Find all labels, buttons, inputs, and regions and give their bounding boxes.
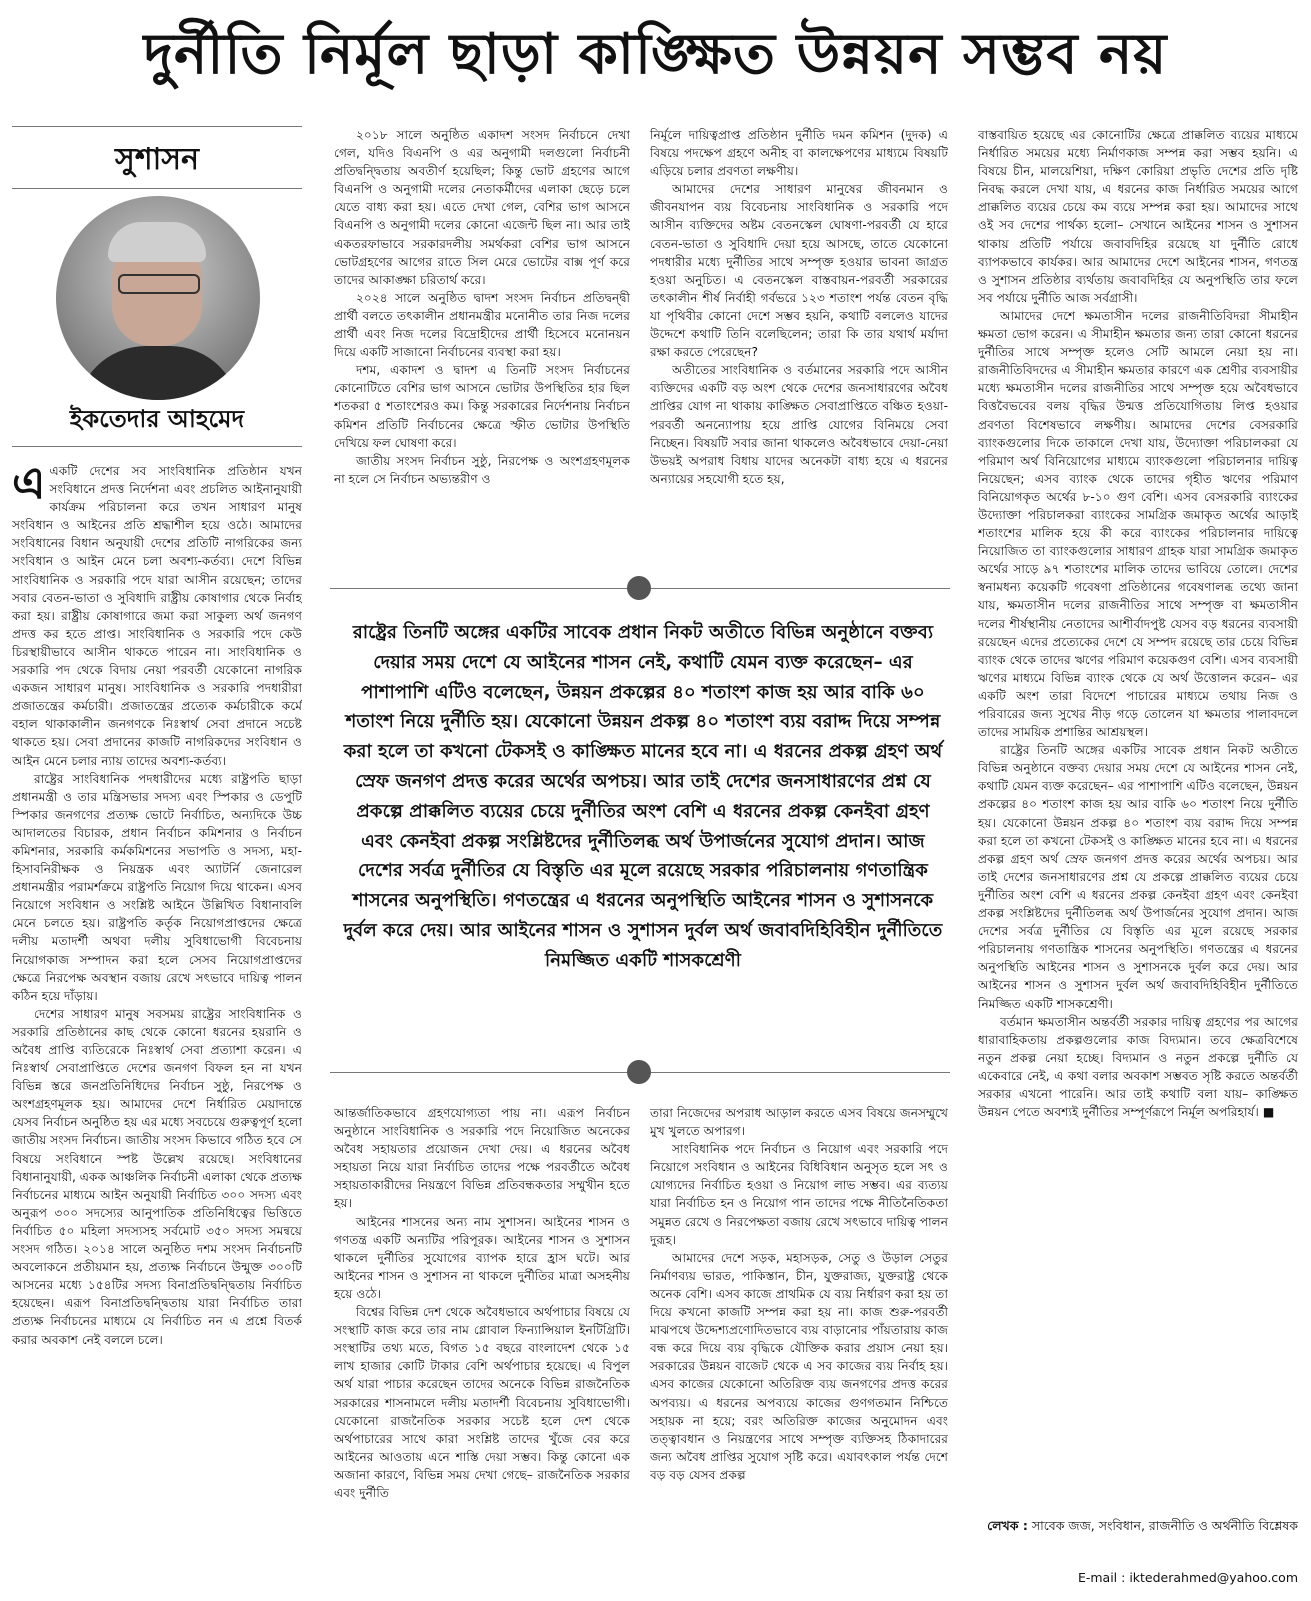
paragraph: জাতীয় সংসদ নির্বাচন সুষ্ঠু, নিরপেক্ষ ও অংশগ্রহণমূলক না হলে সে নির্বাচন অভ্যন্তরীণ ও [334, 453, 630, 486]
paragraph: ২০২৪ সালে অনুষ্ঠিত দ্বাদশ সংসদ নির্বাচন প্রতিদ্বন্দ্বী প্রার্থী বলতে তৎকালীন প্রধানমন্ত্রীর মনোনীত তার নিজ দলের প্রার্থী এবং নিজ দলের বিদ্রোহীদের প্রার্থী হিসেবে মনোনয়ন দিয়ে একটি সাজানো নির্বাচনের ব্যবস্থা করা হয়। [334, 290, 630, 360]
paragraph: ২০১৮ সালে অনুষ্ঠিত একাদশ সংসদ নির্বাচনে দেখা গেল, যদিও বিএনপি ও এর অনুগামী দলগুলো নির্বাচনী প্রতিদ্বন্দ্বিতায় অবতীর্ণ হয়েছিল; কিন্তু ভোট গ্রহণের আগে বিএনপি ও অনুগামী দলের নেতাকর্মীদের এলাকা ছেড়ে চলে যেতে বাধ্য করা হয়। এতে দেখা গেল, বেশির ভাগ আসনে বিএনপি ও অনুগামী দলের কোনো এজেন্ট ছিল না। আর তাই একতরফাভাবে সরকারদলীয় সমর্থকরা বেশির ভাগ আসনে ভোটগ্রহণের আগের রাতে সিল মেরে ভোটের বাক্স পূর্ণ করে তাদের আকাঙ্ক্ষা চরিতার্থ করে। [334, 128, 630, 287]
column-1 [12, 462, 302, 1594]
column-2-bottom [334, 1104, 630, 1594]
column-2-top [334, 126, 630, 560]
author-email: E-mail : iktederahmed@yahoo.com [1077, 1570, 1298, 1585]
paragraph: আমাদের দেশে ক্ষমতাসীন দলের রাজনীতিবিদরা সীমাহীন ক্ষমতা ভোগ করেন। এ সীমাহীন ক্ষমতার জন্য তারা কোনো ধরনের দুর্নীতির সাথে সম্পৃক্ত হলেও সেটি আমলে নেয়া হয় না। রাজনীতিবিদদের এ সীমাহীন ক্ষমতার কারণে এক শ্রেণীর ব্যবসায়ীর মধ্যে ক্ষমতাসীন দলের রাজনীতির সাথে সম্পৃক্ত হয়ে অবৈধভাবে বিত্তবৈভবের বলয় বৃদ্ধির উন্মত্ত প্রতিযোগিতায় লিপ্ত হওয়ার প্রবণতা বিশেষভাবে লক্ষণীয়। আমাদের দেশের বেসরকারি ব্যাংকগুলোর দিকে তাকালে দেখা যায়, উদ্যোক্তা পরিচালকরা যে পরিমাণ অর্থ বিনিয়োগের মাধ্যমে ব্যাংকগুলো পরিচালনার দায়িত্ব নিয়েছেন; এসব ব্যাংক থেকে তাদের গৃহীত ঋণের পরিমাণ বিনিয়োগকৃত অর্থের ৮-১০ গুণ বেশি। এসব বেসরকারি ব্যাংকের উদ্যোক্তা পরিচালকরা ব্যাংকের সামগ্রিক জমাকৃত অর্থের আড়াই শতাংশের মালিক হয়ে কী করে ব্যাংকের পরিচালনার দায়িত্বে নিয়োজিত তা ব্যাংকগুলোর সাধারণ গ্রাহক যারা সামগ্রিক জমাকৃত অর্থের সাড়ে ৯৭ শতাংশের মালিক তাদের ভাবিয়ে তোলে। দেশের স্বনামধন্য কয়েকটি গবেষণা প্রতিষ্ঠানের গবেষণালব্ধ তথ্যে জানা যায়, ক্ষমতাসীন দলের রাজনীতির সাথে সম্পৃক্ত বা ক্ষমতাসীন দলের শীর্ষস্থানীয় নেতাদের আশীর্বাদপুষ্ট যেসব বড় ধরনের ব্যবসায়ী রয়েছেন এদের প্রত্যেকের দেশে যে সম্পদ রয়েছে তার চেয়ে বিভিন্ন ব্যাংক থেকে তাদের ঋণের পরিমাণ কয়েকগুণ বেশি। এসব ব্যবসায়ী ঋণের মাধ্যমে বিভিন্ন ব্যাংক থেকে যে অর্থ উত্তোলন করেন– এর একটি অংশ তারা বিদেশে পাচারের মাধ্যমে তথায় নিজ ও পরিবারের জন্য সুখের নীড় গড়ে তোলেন যা ক্ষমতার পালাবদলে তাদের সাময়িক প্রশান্তির আশ্রয়স্থল। [978, 308, 1298, 740]
paragraph: আইনের শাসনের অন্য নাম সুশাসন। আইনের শাসন ও গণতন্ত্র একটি অন্যটির পরিপূরক। আইনের শাসন ও সুশাসন থাকলে দুর্নীতির সুযোগের ব্যাপক হারে হ্রাস ঘটে। আর আইনের শাসন ও সুশাসন না থাকলে দুর্নীতির মাত্রা অসহনীয় হয়ে ওঠে। [334, 1214, 630, 1301]
paragraph: তারা নিজেদের অপরাধ আড়াল করতে এসব বিষয়ে জনসম্মুখে মুখ খুলতে অপারগ। [650, 1106, 948, 1139]
paragraph [12, 462, 302, 770]
byline-text: সাবেক জজ, সংবিধান, রাজনীতি ও অর্থনীতি বিশ্লেষক [1031, 1518, 1298, 1533]
author-name: ইকতেদার আহমেদ [69, 404, 245, 433]
quote-dot-top [627, 576, 651, 600]
pull-quote: রাষ্ট্রের তিনটি অঙ্গের একটির সাবেক প্রধান নিকট অতীতে বিভিন্ন অনুষ্ঠানে বক্তব্য দেয়ার সময় দেশে যে আইনের শাসন নেই, কথাটি যেমন ব্যক্ত করেছেন– এর পাশাপাশি এটিও বলেছেন, উন্নয়ন প্রকল্পের ৪০ শতাংশ কাজ হয় আর বাকি ৬০ শতাংশ নিয়ে দুর্নীতি হয়। যেকোনো উন্নয়ন প্রকল্প ৪০ শতাংশ ব্যয় বরাদ্দ দিয়ে সম্পন্ন করা হলে তা কখনো টেকসই ও কাঙ্ক্ষিত মানের হবে না। এ ধরনের প্রকল্প গ্রহণ অর্থ স্রেফ জনগণ প্রদত্ত করের অর্থের অপচয়। আর তাই দেশের জনসাধারণের প্রশ্ন যে প্রকল্পে প্রাক্কলিত ব্যয়ের চেয়ে দুর্নীতির অংশ বেশি এ ধরনের প্রকল্প কেনইবা গ্রহণ এবং কেনইবা প্রকল্প সংশ্লিষ্টদের দুর্নীতিলব্ধ অর্থ উপার্জনের সুযোগ প্রদান। আজ দেশের সর্বত্র দুর্নীতির যে বিস্তৃতি এর মূলে রয়েছে সরকার পরিচালনায় গণতান্ত্রিক শাসনের অনুপস্থিতি। গণতন্ত্রের এ ধরনের অনুপস্থিতি আইনের শাসন ও সুশাসনকে দুর্বল করে দেয়। আর আইনের শাসন ও সুশাসন দুর্বল অর্থ জবাবদিহিবিহীন দুর্নীতিতে নিমজ্জিত একটি শাসকশ্রেণী [343, 622, 943, 971]
paragraph: আন্তর্জাতিকভাবে গ্রহণযোগ্যতা পায় না। এরূপ নির্বাচন অনুষ্ঠানে সাংবিধানিক ও সরকারি পদে নিয়োজিত অনেকের অবৈধ সহায়তার প্রয়োজন দেখা দেয়। এ ধরনের অবৈধ সহায়তা নিয়ে যারা নির্বাচিত তাদের পক্ষে পরবর্তীতে অবৈধ সহায়তাকারীদের নিয়ন্ত্রণে বিভিন্ন প্রতিবন্ধকতার সম্মুখীন হতে হয়। [334, 1106, 630, 1211]
paragraph: বিশ্বের বিভিন্ন দেশ থেকে অবৈধভাবে অর্থপাচার বিষয়ে যে সংস্থাটি কাজ করে তার নাম গ্লোবাল ফিন্যান্সিয়াল ইনটিগ্রিটি। সংস্থাটির তথ্য মতে, বিগত ১৫ বছরে বাংলাদেশ থেকে ১৫ লাখ হাজার কোটি টাকার বেশি অর্থপাচার হয়েছে। এ বিপুল অর্থ যারা পাচার করেছেন তাদের অনেকে বিভিন্ন রাজনৈতিক সরকারের শাসনামলে দলীয় মতাদর্শী বিবেচনায় সুবিধাভোগী। যেকোনো রাজনৈতিক সরকার সচেষ্ট হলে দেশ থেকে অর্থপাচারের সাথে কারা সংশ্লিষ্ট তাদের খুঁজে বের করে আইনের আওতায় এনে শাস্তি দেয়া সম্ভব। কিন্তু কোনো এক অজানা কারণে, বিভিন্ন সময় দেখা গেছে– রাজনৈতিক সরকার এবং দুর্নীতি [334, 1305, 630, 1500]
section-label: সুশাসন [115, 142, 199, 177]
divider [12, 446, 302, 447]
paragraph: আমাদের দেশের সাধারণ মানুষের জীবনমান ও জীবনযাপন ব্যয় বিবেচনায় সাংবিধানিক ও সরকারি পদে আসীন ব্যক্তিদের অষ্টম বেতনস্কেল ঘোষণা-পরবর্তী যে হারে বেতন-ভাতা ও সুবিধাদি দেয়া হয়ে আসছে, তাতে যেকোনো পদধারীর মধ্যে দুর্নীতির সাথে সম্পৃক্ত হওয়ার ভাবনা জাগ্রত হওয়া অনুচিত। এ বেতনস্কেল বাস্তবায়ন-পরবর্তী সরকারের তৎকালীন শীর্ষ নির্বাহী গর্বভরে ১২৩ শতাংশ পর্যন্ত বেতন বৃদ্ধি যা পৃথিবীর কোনো দেশে সম্ভব হয়নি, কথাটি বললেও যাদের উদ্দেশে কথাটি তিনি বলেছিলেন; তারা কি তার যথার্থ মর্যাদা রক্ষা করতে পেরেছেন? [650, 182, 948, 360]
paragraph: নির্মূলে দায়িত্বপ্রাপ্ত প্রতিষ্ঠান দুর্নীতি দমন কমিশন (দুদক) এ বিষয়ে পদক্ষেপ গ্রহণে অনীহ বা কালক্ষেপণের মাধ্যমে বিষয়টি এড়িয়ে চলার প্রবণতা লক্ষণীয়। [650, 128, 948, 179]
paragraph: বর্তমান ক্ষমতাসীন অন্তর্বর্তী সরকার দায়িত্ব গ্রহণের পর আগের ধারাবাহিকতায় প্রকল্পগুলোর কাজ বিদ্যমান। তবে ক্ষেত্রবিশেষে নতুন প্রকল্প নেয়া হচ্ছে। বিদ্যমান ও নতুন প্রকল্পে দুর্নীতি যে একেবারে নেই, এ কথা বলার অবকাশ সম্ভবত সৃষ্টি করতে অন্তর্বর্তী সরকার এখনো পারেনি। আর তাই কথাটি বলা যায়– কাঙ্ক্ষিত উন্নয়ন পেতে অবশ্যই দুর্নীতির সম্পূর্ণরূপে নির্মূল অপরিহার্য। ■ [978, 1014, 1298, 1120]
divider [12, 126, 302, 127]
column-3-top [650, 126, 948, 560]
quote-dot-bottom [627, 1060, 651, 1084]
paragraph: দশম, একাদশ ও দ্বাদশ এ তিনটি সংসদ নির্বাচনের কোনোটিতে বেশির ভাগ আসনে ভোটার উপস্থিতির হার ছিল শতকরা ৫ শতাংশেরও কম। কিন্তু সরকারের নির্দেশনায় নির্বাচন কমিশন প্রতিটি নির্বাচনের ক্ষেত্রে স্ফীত ভোটার উপস্থিতি দেখিয়ে ফল ঘোষণা করে। [334, 363, 630, 450]
paragraph: অতীতের সাংবিধানিক ও বর্তমানের সরকারি পদে আসীন ব্যক্তিদের একটি বড় অংশ থেকে দেশের জনসাধারণের অবৈধ প্রাপ্তির যোগ না থাকায় কাঙ্ক্ষিত সেবাপ্রাপ্তিতে বঞ্চিত হওয়া-পরবর্তী অনন্যোপায় হয়ে প্রাপ্তি যোগের বিনিময়ে সেবা নিচ্ছেন। বিষয়টি সবার জানা থাকলেও অবৈধভাবে দেয়া-নেয়া উভয়ই অপরাধ বিধায় যাদের অনেকটা বাধ্য হয়ে এ ধরনের অন্যায়ের সহযোগী হতে হয়, [650, 363, 948, 486]
author-photo [56, 196, 260, 400]
headline: দুর্নীতি নির্মূল ছাড়া কাঙ্ক্ষিত উন্নয়ন সম্ভব নয় [143, 21, 1168, 87]
paragraph-text: একটি দেশের সব সাংবিধানিক প্রতিষ্ঠান যখন সংবিধানে প্রদত্ত নির্দেশনা এবং প্রচলিত আইনানুযায়ী কার্যক্রম পরিচালনা করে তখন সাধারণ মানুষ সংবিধান ও আইনের প্রতি শ্রদ্ধাশীল হয়ে ওঠে। আমাদের সংবিধানের বিধান অনুযায়ী দেশের প্রতিটি নাগরিকের জন্য সংবিধান ও আইন মেনে চলা অবশ্য-কর্তব্য। দেশে বিভিন্ন সাংবিধানিক ও সরকারি পদে যারা আসীন রয়েছেন; তাদের সবার বেতন-ভাতা ও সুবিধাদি রাষ্ট্রীয় কোষাগার থেকে নির্বাহ করা হয়। রাষ্ট্রীয় কোষাগারে জমা করা সাকুল্য অর্থ জনগণ প্রদত্ত কর হতে প্রাপ্ত। সাংবিধানিক ও সরকারি পদে কেউ চিরস্থায়ীভাবে আসীন থাকতে পারেন না। সাংবিধানিক ও সরকারি পদ থেকে বিদায় নেয়া পরবর্তী যেকোনো নাগরিক একজন সাধারণ মানুষ। সাংবিধানিক ও সরকারি পদধারীরা প্রজাতন্ত্রের কর্মচারী। প্রজাতন্ত্রের প্রত্যেক কর্মচারীকে কর্মে বহাল থাকাকালীন জনগণকে নিঃস্বার্থ সেবা প্রদানে সচেষ্ট থাকতে হয়। সেবা প্রদানের কাজটি নাগরিকদের সংবিধান ও আইন মেনে চলার ন্যায় তাদের অবশ্য-কর্তব্য। [12, 464, 302, 768]
paragraph: রাষ্ট্রের সাংবিধানিক পদধারীদের মধ্যে রাষ্ট্রপতি ছাড়া প্রধানমন্ত্রী ও তার মন্ত্রিসভার সদস্য এবং স্পিকার ও ডেপুটি স্পিকার জনগণের প্রত্যক্ষ ভোটে নির্বাচিত, অন্যদিকে উচ্চ আদালতের বিচারক, প্রধান নির্বাচন কমিশনার ও নির্বাচন কমিশনার, সরকারি কর্মকমিশনের সভাপতি ও সদস্য, মহা-হিসাবনিরীক্ষক ও নিয়ন্ত্রক এবং অ্যাটর্নি জেনারেল প্রধানমন্ত্রীর পরামর্শক্রমে রাষ্ট্রপতি নিয়োগ দিয়ে থাকেন। এসব নিয়োগে সংবিধান ও সংশ্লিষ্ট আইনে উল্লিখিত বিধানাবলি মেনে চলতে হয়। রাষ্ট্রপতি কর্তৃক নিয়োগপ্রাপ্তদের ক্ষেত্রে দলীয় মতাদর্শী অথবা দলীয় সুবিধাভোগী বিবেচনায় নিয়োগকাজ সম্পাদন করা হলে সেসব নিয়োগপ্রাপ্তদের ক্ষেত্রে নিরপেক্ষ অবস্থান বজায় রেখে সৎভাবে দায়িত্ব পালন কঠিন হয়ে দাঁড়ায়। [12, 771, 302, 1003]
column-3-bottom [650, 1104, 948, 1594]
column-4 [978, 126, 1298, 1512]
paragraph: আমাদের দেশে সড়ক, মহাসড়ক, সেতু ও উড়াল সেতুর নির্মাণব্যয় ভারত, পাকিস্তান, চীন, যুক্তরাজ্য, যুক্তরাষ্ট্র থেকে অনেক বেশি। এসব কাজে প্রাথমিক যে ব্যয় নির্ধারণ করা হয় তা দিয়ে কখনো কাজটি সম্পন্ন করা হয় না। কাজ শুরু-পরবর্তী মাঝপথে উদ্দেশ্যপ্রণোদিতভাবে ব্যয় বাড়ানোর পাঁয়তারায় কাজ বন্ধ করে দিয়ে ব্যয় বৃদ্ধিকে যৌক্তিক করার প্রয়াস নেয়া হয়। সরকারের উন্নয়ন বাজেট থেকে এ সব কাজের ব্যয় নির্বাহ হয়। এসব কাজের যেকোনো অতিরিক্ত ব্যয় জনগণের প্রদত্ত করের অপব্যয়। এ ধরনের অপব্যয়ে কাজের গুণগতমান নিশ্চিতে সহায়ক না হয়ে; বরং অতিরিক্ত কাজের অনুমোদন এবং তত্ত্বাবধান ও নিয়ন্ত্রণের সাথে সম্পৃক্ত ব্যক্তিসহ ঠিকাদারের জন্য অবৈধ প্রাপ্তির সুযোগ সৃষ্টি করে। এযাবৎকাল পর্যন্ত দেশে বড় বড় যেসব প্রকল্প [650, 1250, 948, 1482]
divider [12, 188, 302, 189]
drop-cap: এ [12, 462, 46, 509]
paragraph: সাংবিধানিক পদে নির্বাচন ও নিয়োগ এবং সরকারি পদে নিয়োগে সংবিধান ও আইনের বিধিবিধান অনুসৃত হলে সৎ ও যোগ্যদের নির্বাচিত হওয়া ও নিয়োগ লাভ সম্ভব। এর ব্যত্যয় যারা নির্বাচিত হন ও নিয়োগ পান তাদের পক্ষে নীতিনৈতিকতা সমুন্নত রেখে ও নিরপেক্ষতা বজায় রেখে সৎভাবে দায়িত্ব পালন দুরূহ। [650, 1142, 948, 1247]
author-byline [978, 1516, 1298, 1535]
paragraph: দেশের সাধারণ মানুষ সবসময় রাষ্ট্রের সাংবিধানিক ও সরকারি প্রতিষ্ঠানের কাছ থেকে কোনো ধরনের হয়রানি ও অবৈধ প্রাপ্তি ব্যতিরেকে নিঃস্বার্থ সেবা প্রত্যাশা করেন। এ নিঃস্বার্থ সেবাপ্রাপ্তিতে দেশের জনগণ বিফল হন না যখন বিভিন্ন স্তরে জনপ্রতিনিধিদের নির্বাচন সুষ্ঠু, নিরপেক্ষ ও অংশগ্রহণমূলক হয়। আমাদের দেশে নির্ধারিত মেয়াদান্তে যেসব নির্বাচন অনুষ্ঠিত হয় এর মধ্যে সবচেয়ে গুরুত্বপূর্ণ হলো জাতীয় সংসদ নির্বাচন। জাতীয় সংসদ কিভাবে গঠিত হবে সে বিষয়ে সংবিধানে স্পষ্ট উল্লেখ রয়েছে। সংবিধানের বিধানানুযায়ী, একক আঞ্চলিক নির্বাচনী এলাকা থেকে প্রত্যক্ষ নির্বাচনের মাধ্যমে আইন অনুযায়ী নির্বাচিত ৩০০ সদস্য এবং অনুরূপ ৩০০ সদস্যের আনুপাতিক প্রতিনিধিত্বের ভিত্তিতে নির্বাচিত ৫০ মহিলা সদস্যসহ সর্বমোট ৩৫০ সদস্য সমন্বয়ে সংসদ গঠিত। ২০১৪ সালে অনুষ্ঠিত দশম সংসদ নির্বাচনটি অবলোকনে প্রতীয়মান হয়, প্রত্যক্ষ নির্বাচনে উন্মুক্ত ৩০০টি আসনের মধ্যে ১৫৪টির সদস্য বিনাপ্রতিদ্বন্দ্বিতায় নির্বাচিত হয়েছেন। এরূপ বিনাপ্রতিদ্বন্দ্বিতায় যারা নির্বাচিত তারা প্রত্যক্ষ নির্বাচনের মাধ্যমে যে নির্বাচিত নন এ প্রশ্নে বিতর্ক করার অবকাশ নেই বললে চলে। [12, 1006, 302, 1347]
byline-label: লেখক : [987, 1518, 1028, 1533]
paragraph: বাস্তবায়িত হয়েছে এর কোনোটির ক্ষেত্রে প্রাক্কলিত ব্যয়ের মাধ্যমে নির্ধারিত সময়ের মধ্যে নির্মাণকাজ সম্পন্ন করা সম্ভব হয়নি। এ বিষয়ে চীন, মালয়েশিয়া, দক্ষিণ কোরিয়া প্রভৃতি দেশের প্রতি দৃষ্টি নিবদ্ধ করলে দেখা যায়, এ ধরনের কাজ নির্ধারিত সময়ের আগে প্রাক্কলিত ব্যয়ের চেয়ে কম ব্যয়ে সম্পন্ন করা হয়। আমাদের সাথে ওই সব দেশের পার্থক্য হলো– সেখানে আইনের শাসন ও সুশাসন থাকায় প্রতিটি পর্যায়ে জবাবদিহির রয়েছে যা দুর্নীতি রোধে ব্যাপকভাবে কার্যকর। আর আমাদের দেশে আইনের শাসন, গণতন্ত্র ও সুশাসন প্রতিষ্ঠার ব্যর্থতায় জবাবদিহির যে অনুপস্থিতি তার ফলে সব পর্যায়ে দুর্নীতি আজ সর্বগ্রাসী। [978, 128, 1298, 305]
paragraph: রাষ্ট্রের তিনটি অঙ্গের একটির সাবেক প্রধান নিকট অতীতে বিভিন্ন অনুষ্ঠানে বক্তব্য দেয়ার সময় দেশে যে আইনের শাসন নেই, কথাটি যেমন ব্যক্ত করেছেন– এর পাশাপাশি এটিও বলেছেন, উন্নয়ন প্রকল্পের ৪০ শতাংশ কাজ হয় আর বাকি ৬০ শতাংশ নিয়ে দুর্নীতি হয়। যেকোনো উন্নয়ন প্রকল্প ৪০ শতাংশ ব্যয় বরাদ্দ দিয়ে সম্পন্ন করা হলে তা কখনো টেকসই ও কাঙ্ক্ষিত মানের হবে না। এ ধরনের প্রকল্প গ্রহণ অর্থ স্রেফ জনগণ প্রদত্ত করের অর্থের অপচয়। আর তাই দেশের জনসাধারণের প্রশ্ন যে প্রকল্পে প্রাক্কলিত ব্যয়ের চেয়ে দুর্নীতির অংশ বেশি এ ধরনের প্রকল্প কেনইবা গ্রহণ এবং কেনইবা প্রকল্প সংশ্লিষ্টদের দুর্নীতিলব্ধ অর্থ উপার্জনের সুযোগ প্রদান। আজ দেশের সর্বত্র দুর্নীতির যে বিস্তৃতি এর মূলে রয়েছে সরকার পরিচালনায় গণতান্ত্রিক শাসনের অনুপস্থিতি। গণতন্ত্রের এ ধরনের অনুপস্থিতি আইনের শাসন ও সুশাসনকে দুর্বল করে দেয়। আর আইনের শাসন ও সুশাসন দুর্বল অর্থ জবাবদিহিবিহীন দুর্নীতিতে নিমজ্জিত একটি শাসকশ্রেণী। [978, 743, 1298, 1011]
